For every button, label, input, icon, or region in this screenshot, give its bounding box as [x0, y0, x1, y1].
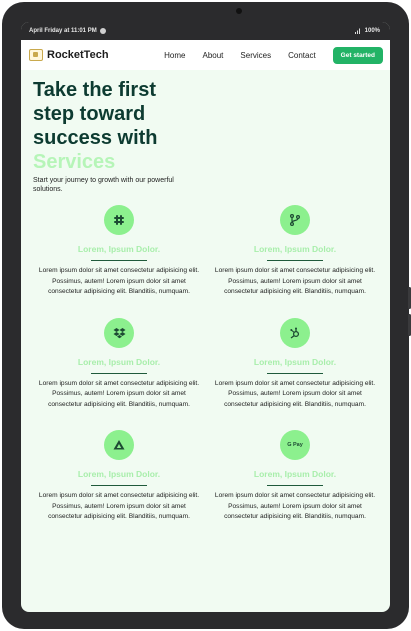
- service-card: [31, 430, 207, 523]
- service-card: [207, 430, 383, 523]
- google-pay-icon: [280, 430, 310, 460]
- brand[interactable]: [29, 49, 109, 61]
- divider: [267, 485, 323, 486]
- hero-subtitle: Start your journey to growth with our powerful solutions.: [33, 177, 174, 193]
- notification-icon: [100, 28, 106, 34]
- divider: [91, 260, 147, 261]
- service-card: [31, 205, 207, 298]
- service-card: [207, 205, 383, 298]
- service-title: Lorem, Ipsum Dolor.: [77, 356, 161, 367]
- camera-icon: [236, 8, 242, 14]
- hubspot-icon: [280, 318, 310, 348]
- hero-title: [33, 78, 193, 174]
- service-title: Lorem, Ipsum Dolor.: [77, 469, 161, 479]
- service-card: [31, 318, 207, 411]
- service-card: [207, 318, 383, 411]
- battery-level: 100%: [364, 28, 380, 34]
- service-text: Lorem ipsum dolor sit amet consectetur adipisicing elit. Possimus, autem! Lorem ipsum dolor sit amet consectetur adipisicing elit. Blanditiis, numquam.: [38, 379, 200, 408]
- service-text: Lorem ipsum dolor sit amet consectetur adipisicing elit. Possimus, autem! Lorem ipsum dolor sit amet consectetur adipisicing elit. Blanditiis, numquam.: [214, 492, 376, 520]
- divider: [91, 373, 147, 374]
- nav-link-home[interactable]: Home: [164, 50, 186, 60]
- git-branch-icon: [280, 205, 310, 235]
- service-text: Lorem ipsum dolor sit amet consectetur adipisicing elit. Possimus, autem! Lorem ipsum dolor sit amet consectetur adipisicing elit. Blanditiis, numquam.: [38, 492, 200, 520]
- nav-menu: [164, 51, 316, 60]
- nav-link-services[interactable]: Services: [240, 50, 272, 60]
- status-time: April Friday at 11:01 PM: [29, 28, 97, 34]
- logo-icon: [29, 49, 43, 61]
- hero-title-main: Take the first step toward success with: [33, 79, 158, 149]
- signal-icon: [355, 28, 361, 34]
- divider: [267, 260, 323, 261]
- service-text: Lorem ipsum dolor sit amet consectetur adipisicing elit. Possimus, autem! Lorem ipsum dolor sit amet consectetur adipisicing elit. Blanditiis, numquam.: [214, 267, 376, 295]
- nav-link-contact[interactable]: Contact: [288, 50, 316, 60]
- gpay-label: G Pay: [287, 442, 303, 448]
- nav-link-about[interactable]: About: [202, 50, 224, 60]
- slack-icon: [104, 205, 134, 235]
- brand-name: RocketTech: [47, 49, 109, 61]
- service-text: Lorem ipsum dolor sit amet consectetur adipisicing elit. Possimus, autem! Lorem ipsum dolor sit amet consectetur adipisicing elit. Blanditiis, numquam.: [38, 267, 200, 295]
- service-title: Lorem, Ipsum Dolor.: [77, 244, 161, 254]
- dropbox-icon: [104, 318, 134, 348]
- divider: [267, 373, 323, 374]
- google-drive-icon: [104, 430, 134, 460]
- screen: [21, 22, 390, 612]
- get-started-button[interactable]: Get started: [333, 47, 383, 64]
- service-title: Lorem, Ipsum Dolor.: [253, 244, 337, 254]
- services-grid: [21, 205, 390, 523]
- service-title: Lorem, Ipsum Dolor.: [253, 356, 337, 367]
- divider: [91, 485, 147, 486]
- service-title: Lorem, Ipsum Dolor.: [253, 469, 337, 479]
- hero-section: [21, 70, 390, 194]
- status-bar: [21, 22, 390, 40]
- navbar: [21, 40, 390, 70]
- service-text: Lorem ipsum dolor sit amet consectetur adipisicing elit. Possimus, autem! Lorem ipsum dolor sit amet consectetur adipisicing elit. Blanditiis, numquam.: [214, 379, 376, 408]
- hero-title-accent: Services: [33, 151, 116, 173]
- tablet-frame: [2, 2, 409, 629]
